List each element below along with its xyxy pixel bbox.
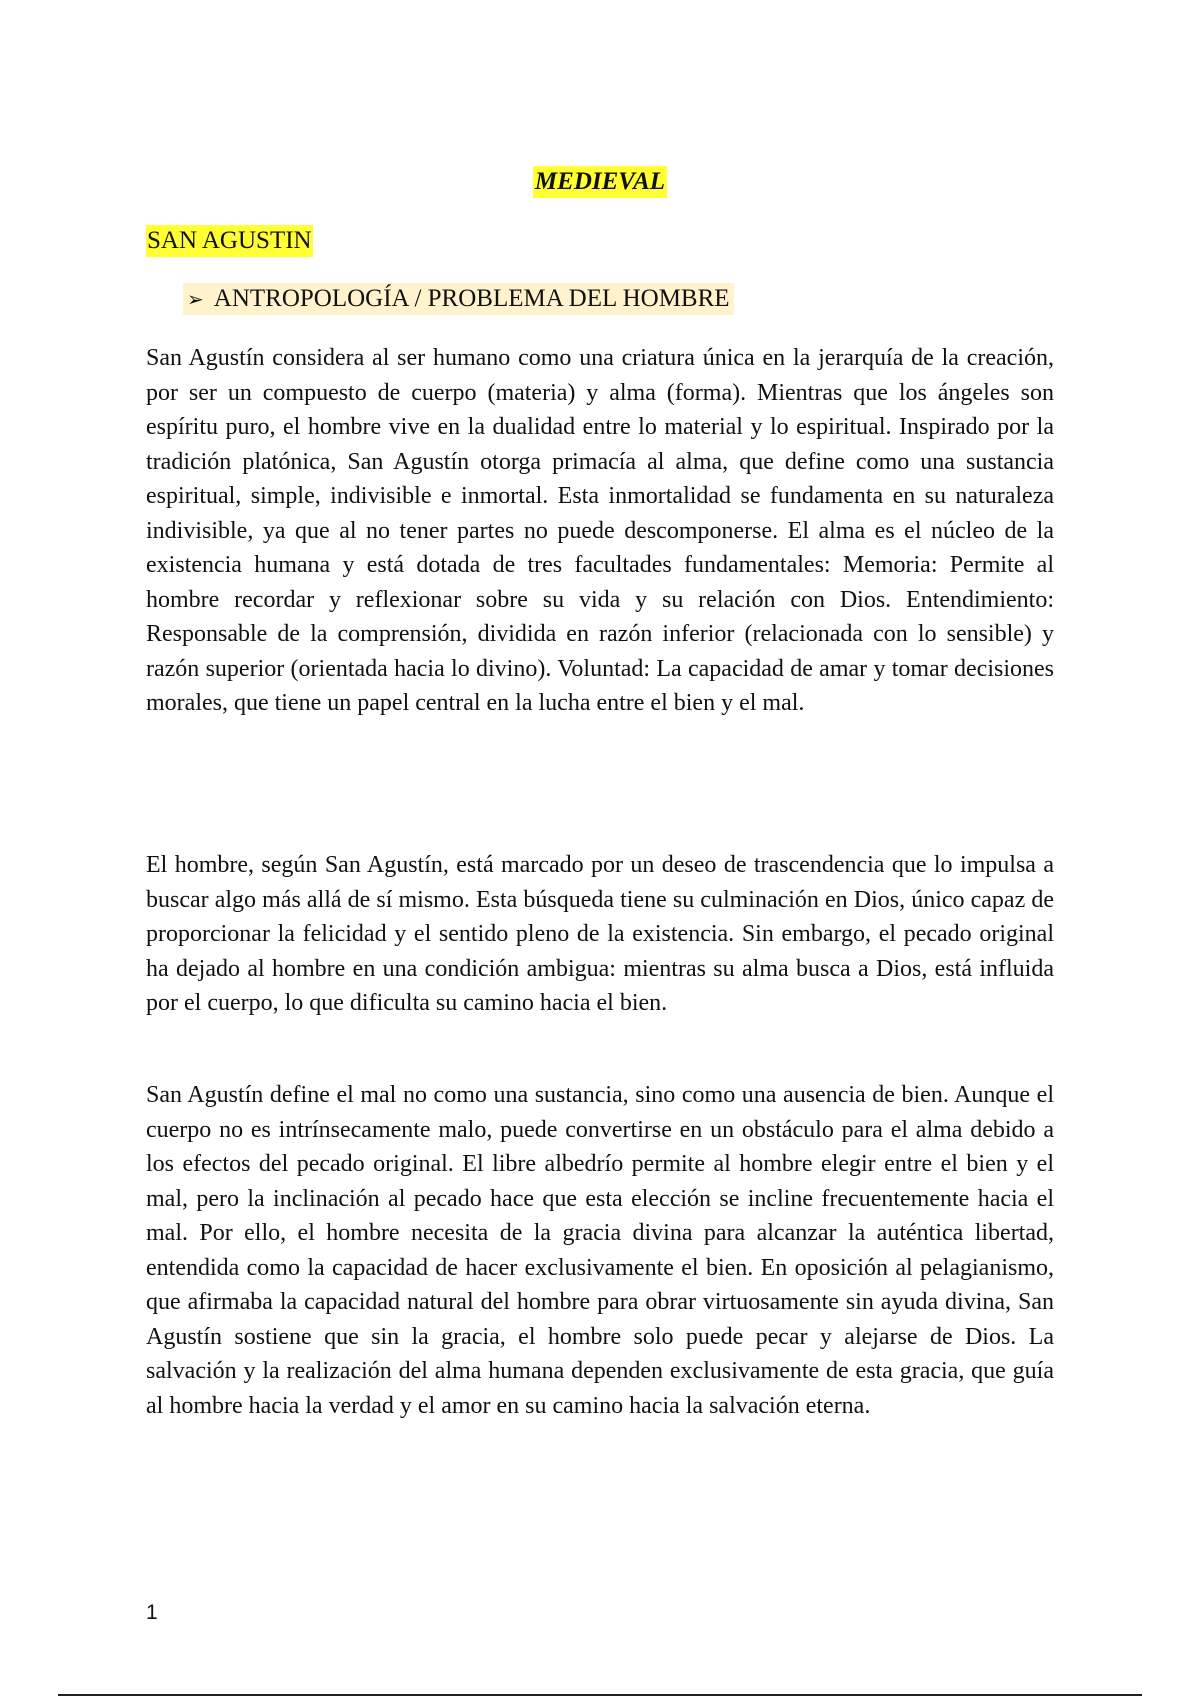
arrow-bullet-icon: ➢ (187, 287, 204, 311)
section-heading (183, 283, 734, 315)
page-bottom-divider (58, 1694, 1142, 1696)
author-heading: SAN AGUSTIN (146, 225, 313, 257)
body-paragraph: San Agustín define el mal no como una sustancia, sino como una ausencia de bien. Aunque el cuerpo no es intrínsecamente malo, puede convertirse en un obstáculo para el alma debido a los efectos del pecado original. El libre albedrío permite al hombre elegir entre el bien y el mal, pero la inclinación al pecado hace que esta elección se incline frecuentemente hacia el mal. Por ello, el hombre necesita de la gracia divina para alcanzar la auténtica libertad, entendida como la capacidad de hacer exclusivamente el bien. En oposición al pelagianismo, que afirmaba la capacidad natural del hombre para obrar virtuosamente sin ayuda divina, San Agustín sostiene que sin la gracia, el hombre solo puede pecar y alejarse de Dios. La salvación y la realización del alma humana dependen exclusivamente de esta gracia, que guía al hombre hacia la verdad y el amor en su camino hacia la salvación eterna. (146, 1082, 1054, 1419)
title-container (0, 166, 1200, 198)
body-paragraph: San Agustín considera al ser humano como una criatura única en la jerarquía de la creación, por ser un compuesto de cuerpo (materia) y alma (forma). Mientras que los ángeles son espíritu puro, el hombre vive en la dualidad entre lo material y lo espiritual. Inspirado por la tradición platónica, San Agustín otorga primacía al alma, que define como una sustancia espiritual, simple, indivisible e inmortal. Esta inmortalidad se fundamenta en su naturaleza indivisible, ya que al no tener partes no puede descomponerse. El alma es el núcleo de la existencia humana y está dotada de tres facultades fundamentales: Memoria: Permite al hombre recordar y reflexionar sobre su vida y su relación con Dios. Entendimiento: Responsable de la comprensión, dividida en razón inferior (relacionada con lo sensible) y razón superior (orientada hacia lo divino). Voluntad: La capacidad de amar y tomar decisiones morales, que tiene un papel central en la lucha entre el bien y el mal. (146, 345, 1054, 716)
body-paragraph: El hombre, según San Agustín, está marcado por un deseo de trascendencia que lo impulsa a buscar algo más allá de sí mismo. Esta búsqueda tiene su culminación en Dios, único capaz de proporcionar la felicidad y el sentido pleno de la existencia. Sin embargo, el pecado original ha dejado al hombre en una condición ambigua: mientras su alma busca a Dios, está influida por el cuerpo, lo que dificulta su camino hacia el bien. (146, 852, 1054, 1016)
section-heading-label: ANTROPOLOGÍA / PROBLEMA DEL HOMBRE (213, 285, 730, 312)
document-title: MEDIEVAL (533, 166, 667, 198)
page-number: 1 (146, 1601, 158, 1624)
